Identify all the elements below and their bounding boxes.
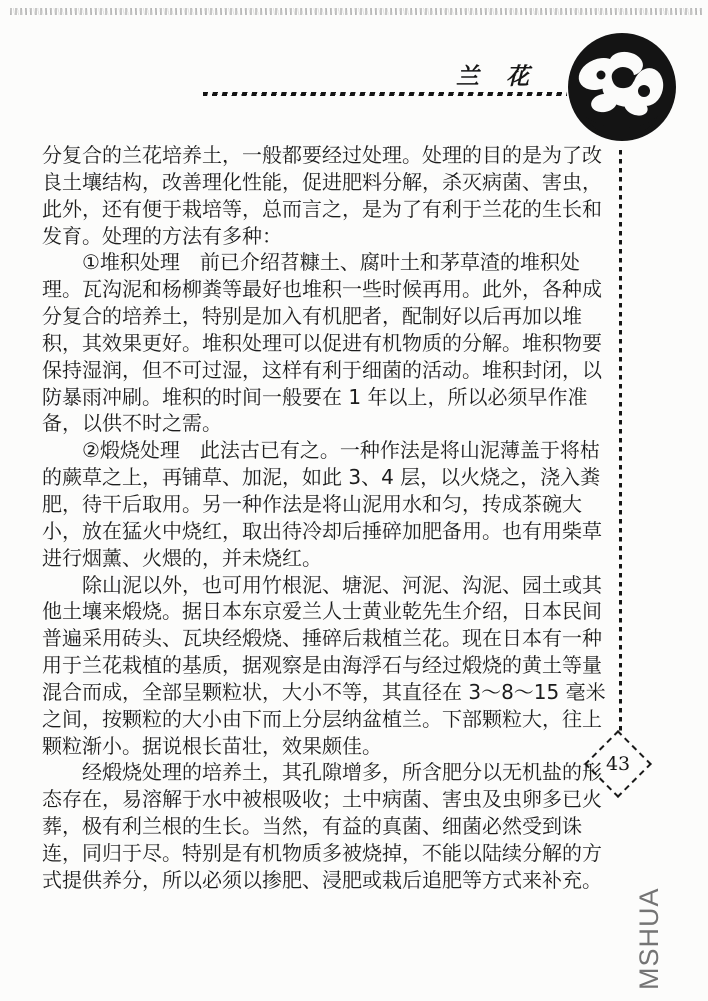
text-line: 分复合的培养土，特别是加入有机肥者，配制好以后再加以堆 [42,304,582,329]
running-head-title: 兰 花 [456,63,531,90]
scan-noise-band [10,8,702,15]
page-number: 43 [605,753,631,775]
text-line: 他土壤来煅烧。据日本东京爱兰人士黄业乾先生介绍，日本民间 [42,599,602,624]
paragraph [42,759,622,893]
text-line: ②煅烧处理 此法古已有之。一种作法是将山泥薄盖于将枯 [42,438,600,463]
text-line: 保持湿润，但不可过湿，这样有利于细菌的活动。堆积封闭，以 [42,357,602,382]
flower-ornament-icon [566,31,678,143]
text-line: 良土壤结构，改善理化性能，促进肥料分解，杀灭病菌、害虫， [42,169,602,194]
text-line: 态存在，易溶解于水中被根吸收；土中病菌、害虫及虫卵多已火 [42,787,602,812]
text-line: 发育。处理的方法有多种： [42,223,282,248]
text-line: 的蕨草之上，再铺草、加泥，如此 3、4 层，以火烧之，浇入粪 [42,465,601,490]
text-line: 混合而成，全部呈颗粒状，大小不等，其直径在 3～8～15 毫米 [42,679,606,704]
text-line: 小，放在猛火中烧红，取出待冷却后捶碎加肥备用。也有用柴草 [42,518,602,543]
text-line: 式提供养分，所以必须以掺肥、浸肥或栽后追肥等方式来补充。 [42,867,602,892]
text-line: 普遍采用砖头、瓦块经煅烧、捶碎后栽植兰花。现在日本有一种 [42,626,602,651]
paragraph [42,142,622,249]
text-line: ①堆积处理 前已介绍苕糠土、腐叶土和茅草渣的堆积处 [42,250,580,275]
watermark-text: MSHUA [634,887,664,990]
text-line: 分复合的兰花培养土，一般都要经过处理。处理的目的是为了改 [42,143,602,167]
header-dashed-rule [203,92,567,96]
text-line: 理。瓦沟泥和杨柳粪等最好也堆积一些时候再用。此外，各种成 [42,277,602,302]
text-line: 用于兰花栽植的基质，据观察是由海浮石与经过煅烧的黄土等量 [42,653,602,678]
text-line: 备，以供不时之需。 [42,411,222,436]
text-line: 之间，按颗粒的大小由下而上分层纳盆植兰。下部颗粒大，往上 [42,706,602,731]
text-line: 防暴雨冲刷。堆积的时间一般要在 1 年以上，所以必须早作准 [42,384,588,409]
text-line: 肥，待干后取用。另一种作法是将山泥用水和匀，抟成茶碗大 [42,491,582,516]
text-line: 除山泥以外，也可用竹根泥、塘泥、河泥、沟泥、园土或其 [42,572,602,597]
paragraph [42,437,622,571]
body-text [42,142,622,894]
text-line: 此外，还有便于栽培等，总而言之，是为了有利于兰花的生长和 [42,196,602,221]
text-line: 葬，极有利兰根的生长。当然，有益的真菌、细菌必然受到诛 [42,814,582,839]
text-line: 经煅烧处理的培养土，其孔隙增多，所含肥分以无机盐的形 [42,760,602,785]
text-line: 连，同归于尽。特别是有机物质多被烧掉，不能以陆续分解的方 [42,840,602,865]
text-line: 颗粒渐小。据说根长苗壮，效果颇佳。 [42,733,382,758]
text-line: 进行烟薰、火煨的，并未烧红。 [42,545,322,570]
paragraph [42,572,622,760]
text-line: 积，其效果更好。堆积处理可以促进有机物质的分解。堆积物要 [42,330,602,355]
paragraph [42,249,622,437]
